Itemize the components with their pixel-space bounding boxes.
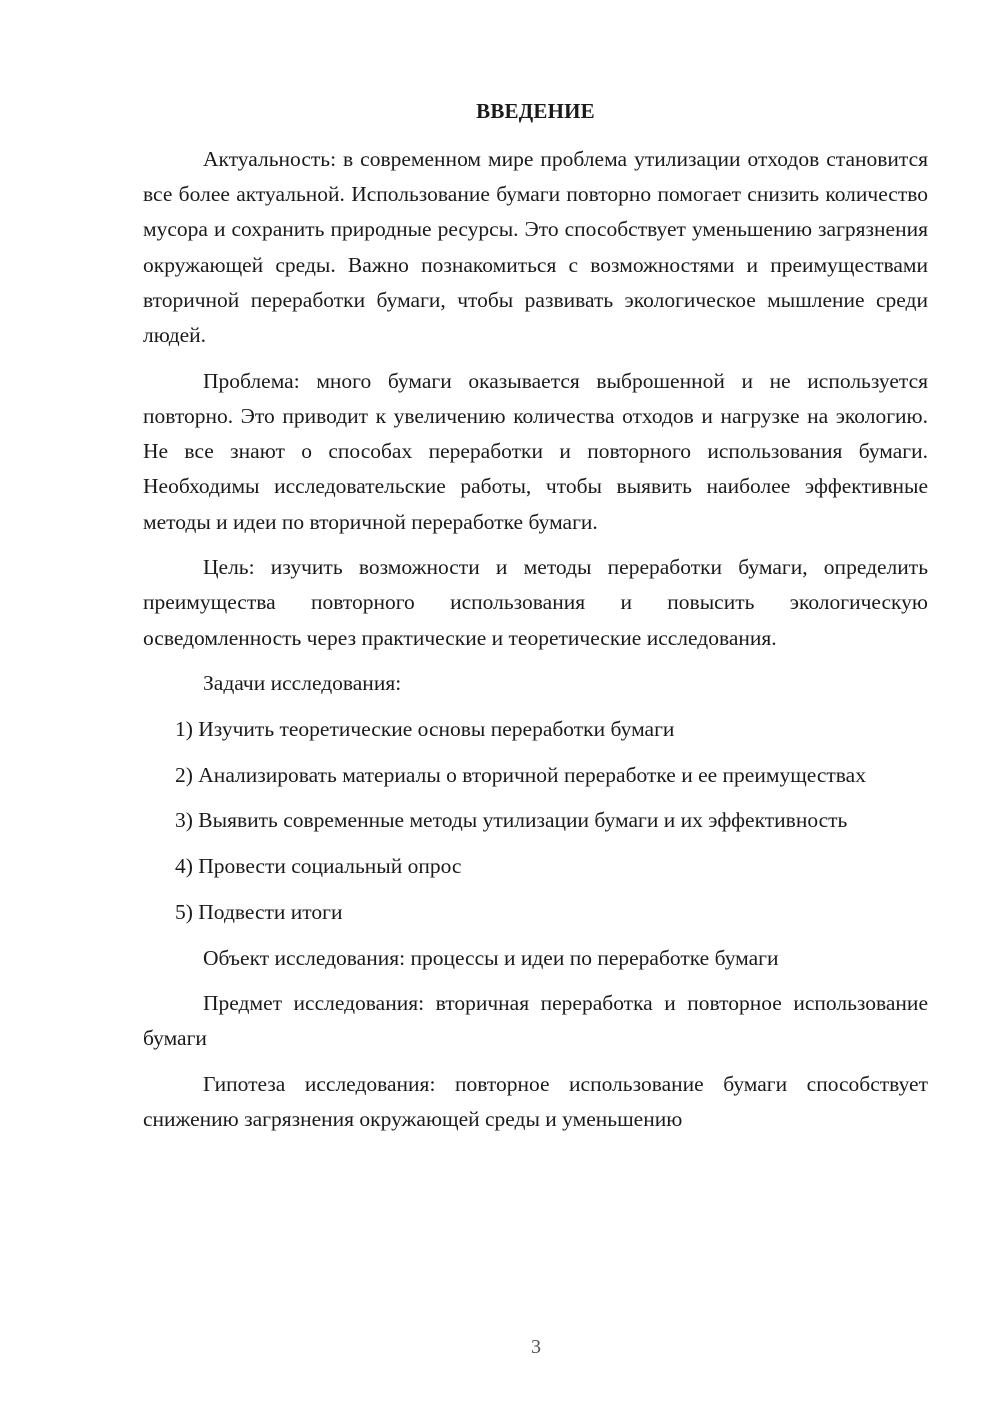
paragraph-relevance: Актуальность: в современном мире проблема утилизации отходов становится все более актуальной. Использование бумаги повторно помогает снизить количество мусора и сохранить природные ресурсы. Это способствует уменьшению загрязнения окружающей среды. Важно познакомиться с возможностями и преимуществами вторичной переработки бумаги, чтобы развивать экологическое мышление среди людей. [143,147,928,348]
paragraph-object: Объект исследования: процессы и идеи по переработке бумаги [203,945,779,970]
task-item-3: 3) Выявить современные методы утилизации бумаги и их эффективность [175,808,848,833]
paragraph-goal: Цель: изучить возможности и методы переработки бумаги, определить преимущества повторного использования и повысить экологическую осведомленность через практические и теоретические исследования. [143,555,928,650]
paragraph-hypothesis: Гипотеза исследования: повторное использование бумаги способствует снижению загрязнения окружающей среды и уменьшению [143,1072,928,1132]
document-body [143,142,928,1138]
task-item-2: 2) Анализировать материалы о вторичной переработке и ее преимуществах [175,762,866,787]
paragraph-tasks-heading: Задачи исследования: [203,671,402,696]
section-heading: ВВЕДЕНИЕ [476,99,595,123]
task-item-1: 1) Изучить теоретические основы переработки бумаги [175,717,675,742]
task-item-5: 5) Подвести итоги [175,899,343,924]
paragraph-subject: Предмет исследования: вторичная переработка и повторное использование бумаги [143,991,928,1051]
task-item-4: 4) Провести социальный опрос [175,854,462,879]
paragraph-problem: Проблема: много бумаги оказывается выброшенной и не используется повторно. Это приводит к увеличению количества отходов и нагрузке на экологию. Не все знают о способах переработки и повторного использования бумаги. Необходимы исследовательские работы, чтобы выявить наиболее эффективные методы и идеи по вторичной переработке бумаги. [143,368,928,534]
page-number: 3 [531,1336,541,1358]
